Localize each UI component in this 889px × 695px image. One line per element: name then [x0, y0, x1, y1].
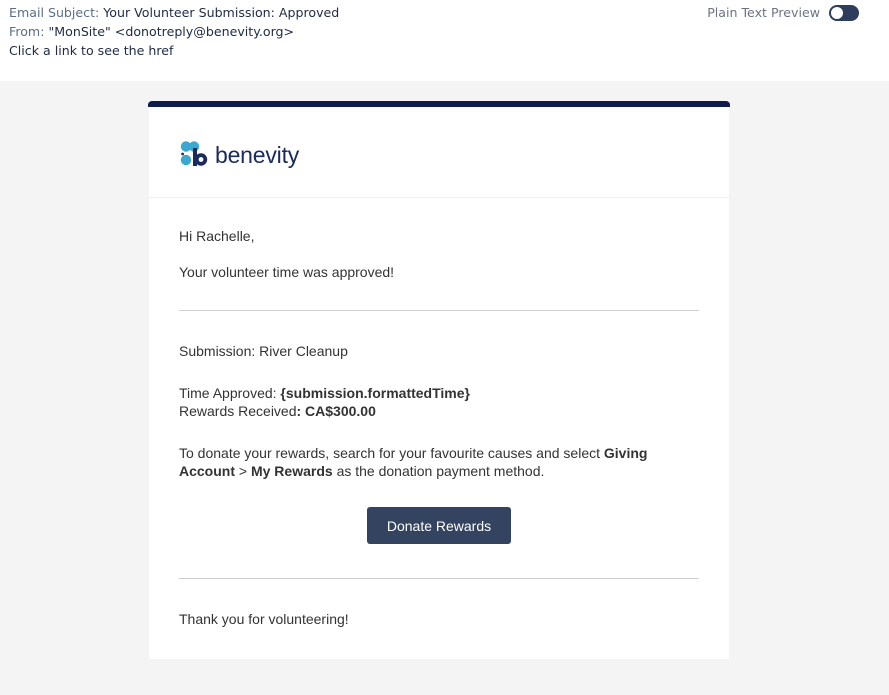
donate-text-1: To donate your rewards, search for your favourite causes and select — [179, 445, 600, 461]
time-approved-label: Time Approved: — [179, 385, 277, 401]
giving-account-text: Giving Account — [179, 445, 648, 479]
rewards-label: Rewards Received — [179, 403, 297, 419]
intro-text: Your volunteer time was approved! — [179, 264, 395, 280]
plain-text-preview-toggle[interactable] — [829, 5, 859, 21]
email-stage — [0, 81, 889, 695]
closing-text: Thank you for volunteering! — [179, 611, 349, 627]
donate-instructions — [179, 444, 699, 480]
benevity-logo-icon — [180, 140, 209, 168]
benevity-wordmark: benevity — [215, 141, 300, 168]
toggle-knob — [831, 7, 843, 19]
from-label: From: — [9, 24, 45, 39]
rewards-value: : CA$300.00 — [296, 403, 376, 419]
submission-line — [179, 342, 348, 360]
path-separator: > — [238, 463, 248, 479]
time-approved-value: {submission.formattedTime} — [280, 385, 470, 401]
link-hint: Click a link to see the href — [9, 43, 174, 58]
subject-label: Email Subject: — [9, 5, 100, 20]
donate-rewards-button[interactable]: Donate Rewards — [367, 507, 511, 544]
my-rewards-text: My Rewards — [250, 463, 333, 479]
rewards-line — [179, 402, 376, 420]
donate-text-2: as the donation payment method. — [336, 463, 545, 479]
header-divider — [149, 197, 729, 198]
subject-value: Your Volunteer Submission: Approved — [103, 5, 340, 20]
greeting: Hi Rachelle, — [179, 228, 255, 244]
from-value: "MonSite" <donotreply@benevity.org> — [48, 24, 295, 39]
subject-line — [9, 3, 339, 22]
divider-bottom — [179, 578, 699, 579]
submission-name: River Cleanup — [259, 343, 348, 359]
email-meta — [9, 3, 339, 60]
from-line — [9, 22, 339, 41]
benevity-logo — [180, 138, 299, 170]
time-approved-line — [179, 384, 470, 402]
brand-top-bar — [148, 101, 730, 107]
plain-text-preview-label: Plain Text Preview — [707, 5, 820, 20]
submission-label: Submission: — [179, 343, 256, 359]
divider-top — [179, 310, 699, 311]
email-card — [149, 101, 729, 659]
plain-text-preview-control — [707, 3, 859, 22]
